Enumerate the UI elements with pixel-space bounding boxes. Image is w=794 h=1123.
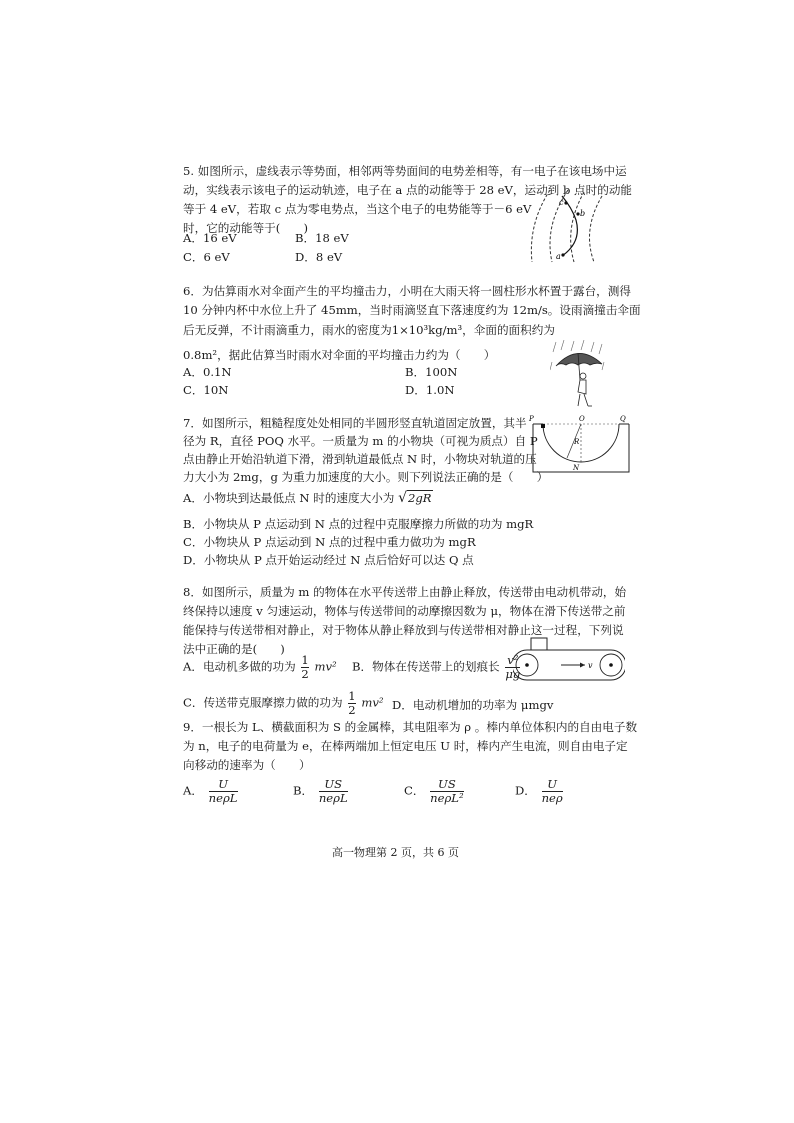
q6-option-a: A．0.1N	[183, 365, 232, 379]
q7-option-d: D．小物块从 P 点开始运动经过 N 点后恰好可以达 Q 点	[183, 553, 474, 567]
q7-label-p: P	[529, 415, 534, 423]
q5-option-b: B．18 eV	[295, 231, 349, 245]
q8-option-c-suffix: mv²	[361, 695, 384, 710]
q7-label-n: N	[573, 464, 580, 472]
q8-line-1: 8．如图所示，质量为 m 的物体在水平传送带上由静止释放，传送带由电动机带动，始	[183, 585, 627, 599]
q7-option-a: A．小物块到达最低点 N 时的速度大小为 √2gR	[183, 490, 432, 506]
q7-line-3: 点由静止开始沿轨道下滑，滑到轨道最低点 N 时，小物块对轨道的压	[183, 452, 537, 466]
q8-line-2: 终保持以速度 v 匀速运动，物体与传送带间的动摩擦因数为 μ，物体在滑下传送带之前	[183, 604, 626, 618]
q5-label-a: a	[556, 252, 561, 261]
q7-figure-semicircle-track	[527, 414, 633, 474]
q5-line-4: 时，它的动能等于( )	[183, 221, 308, 235]
q5-option-d: D．8 eV	[295, 250, 343, 264]
q8-line-3: 能保持与传送带相对静止，对于物体从静止释放到与传送带相对静止这一过程，下列说	[183, 623, 624, 637]
q8-option-a-text: A．电动机多做的功为	[183, 659, 296, 674]
q5-label-c: c	[559, 198, 564, 207]
q9-option-c: C． $\frac{US}{\text{neρL²}}$	[404, 777, 464, 805]
q8-option-c	[183, 690, 384, 717]
q7-line-4: 力大小为 2mg，g 为重力加速度的大小。则下列说法正确的是（ ）	[183, 470, 549, 484]
q5-figure-equipotential-lines	[522, 186, 614, 264]
q8-label-v: v	[588, 661, 593, 670]
q6-option-d: D．1.0N	[405, 383, 455, 397]
q5-line-1: 5. 如图所示，虚线表示等势面，相邻两等势面间的电势差相等，有一电子在该电场中运	[183, 164, 627, 178]
q9-line-2: 为 n，电子的电荷量为 e，在棒两端加上恒定电压 U 时，棒内产生电流，则自由电子定	[183, 739, 628, 753]
q5-line-2: 动，实线表示该电子的运动轨迹，电子在 a 点的动能等于 28 eV，运动到 b 点时的动能	[183, 183, 633, 197]
q8-option-c-fraction: $\frac{1}{2}$	[348, 689, 356, 717]
q8-option-b	[352, 654, 522, 681]
q6-figure-umbrella-person	[550, 340, 608, 412]
q8-option-b-fraction: $\frac{\text{v²}}{\mu g}$	[505, 653, 521, 681]
q7-option-c: C．小物块从 P 点运动到 N 点的过程中重力做功为 mgR	[183, 535, 476, 549]
q6-line-4: 0.8m²，据此估算当时雨水对伞面的平均撞击力约为（ ）	[183, 348, 496, 362]
q9-line-1: 9．一根长为 L、横截面积为 S 的金属棒，其电阻率为 ρ 。棒内单位体积内的自由电子数	[183, 720, 638, 734]
q8-line-4: 法中正确的是( )	[183, 642, 285, 656]
q7-option-a-math: 2gR	[408, 491, 432, 505]
q8-option-a-suffix: mv²	[314, 659, 337, 674]
q7-option-b: B．小物块从 P 点运动到 N 点的过程中克服摩擦力所做的功为 mgR	[183, 517, 534, 531]
q6-option-b: B．100N	[405, 365, 458, 379]
q5-label-b: b	[580, 209, 586, 218]
q9-option-b: B． $\frac{US}{\text{neρL}}$	[293, 777, 348, 805]
q9-option-a: A． $\frac{U}{\text{neρL}}$	[183, 777, 238, 805]
q8-option-b-text: B．物体在传送带上的划痕长	[352, 659, 500, 674]
q6-line-2: 10 分钟内杯中水位上升了 45mm，当时雨滴竖直下落速度约为 12m/s。设雨滴撞击伞面	[183, 303, 641, 317]
q7-line-2: 径为 R，直径 POQ 水平。一质量为 m 的小物块（可视为质点）自 P	[183, 434, 538, 448]
q8-option-a-fraction: $\frac{1}{2}$	[301, 653, 309, 681]
q8-option-c-text: C．传送带克服摩擦力做的功为	[183, 695, 343, 710]
q6-line-1: 6．为估算雨水对伞面产生的平均撞击力，小明在大雨天将一圆柱形水杯置于露台，测得	[183, 284, 631, 298]
q7-label-o: O	[579, 415, 585, 423]
q7-label-r: R	[574, 438, 580, 446]
q8-option-d: D．电动机增加的功率为 μmgv	[392, 698, 554, 712]
q7-label-q: Q	[620, 415, 626, 423]
q6-option-c: C．10N	[183, 383, 229, 397]
q9-line-3: 向移动的速率为（ ）	[183, 758, 311, 772]
q8-figure-conveyor-belt	[513, 636, 625, 682]
q6-line-3: 后无反弹，不计雨滴重力，雨水的密度为1×10³kg/m³，伞面的面积约为	[183, 323, 555, 337]
q5-option-c: C．6 eV	[183, 250, 230, 264]
page-footer: 高一物理第 2 页，共 6 页	[332, 846, 459, 859]
q5-line-3: 等于 4 eV，若取 c 点为零电势点，当这个电子的电势能等于－6 eV	[183, 202, 532, 216]
q7-option-a-text: A．小物块到达最低点 N 时的速度大小为	[183, 491, 395, 505]
q9-option-d: D． $\frac{U}{\text{neρ}}$	[515, 777, 563, 805]
q7-line-1: 7．如图所示，粗糙程度处处相同的半圆形竖直轨道固定放置，其半	[183, 416, 527, 430]
q8-option-a	[183, 654, 337, 681]
q5-option-a: A．16 eV	[183, 231, 237, 245]
